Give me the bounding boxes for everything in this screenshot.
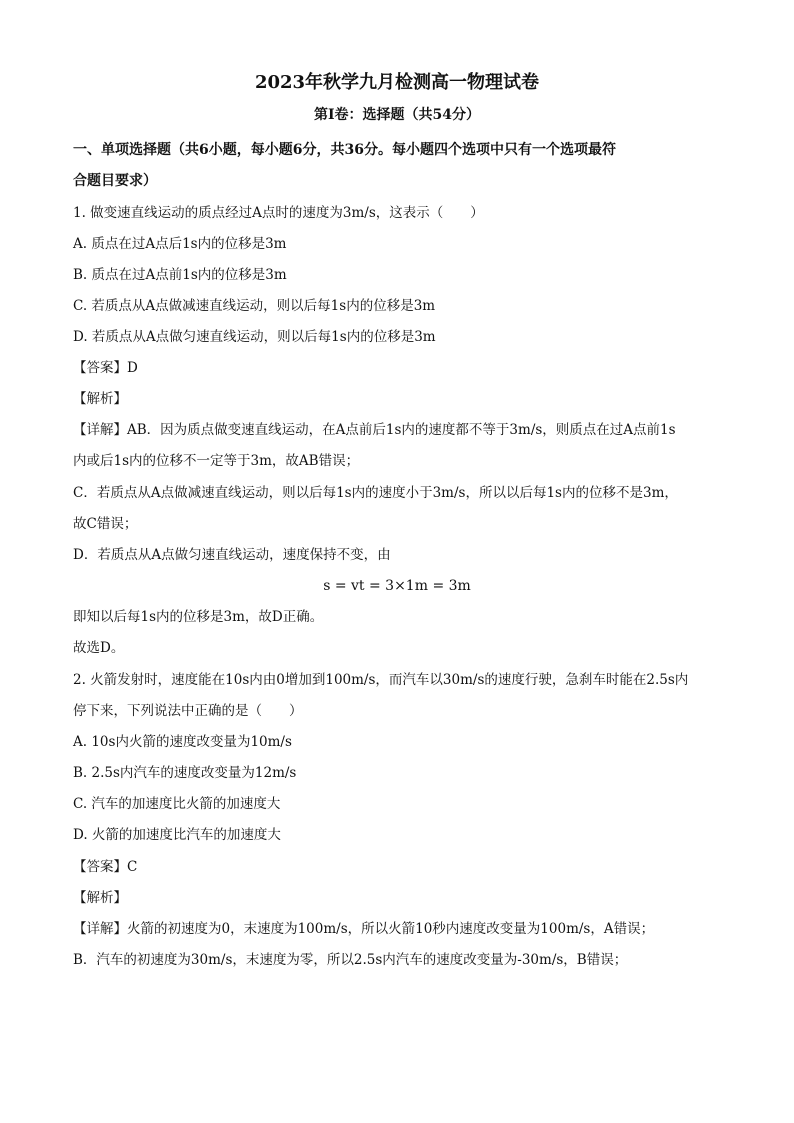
question-1-option-b: B. 质点在过A点前1s内的位移是3m [73,267,287,283]
question-2-option-b: B. 2.5s内汽车的速度改变量为12m/s [73,765,297,781]
question-1-option-d: D. 若质点从A点做匀速直线运动，则以后每1s内的位移是3m [73,329,436,345]
question-2-detail: 【详解】火箭的初速度为0，末速度为100m/s，所以火箭10秒内速度改变量为100m/s，A错误； [73,921,655,937]
question-2-detail: B．汽车的初速度为30m/s，末速度为零，所以2.5s内汽车的速度改变量为-30m/s，B错误； [73,952,628,968]
question-1-stem: 1. 做变速直线运动的质点经过A点时的速度为3m/s，这表示（ ） [73,205,484,221]
question-1-answer: 【答案】D [73,360,138,376]
question-1-option-a: A. 质点在过A点后1s内的位移是3m [73,236,287,252]
page-title: 2023年秋学九月检测高一物理试卷 [254,72,540,93]
question-2-stem: 2. 火箭发射时，速度能在10s内由0增加到100m/s，而汽车以30m/s的速度行驶，急刹车时能在2.5s内 [73,672,689,688]
question-2-answer: 【答案】C [73,859,138,875]
question-1-detail: C．若质点从A点做减速直线运动，则以后每1s内的速度小于3m/s，所以以后每1s内的位移不是3m， [73,485,678,501]
question-1-analysis-label: 【解析】 [73,391,127,407]
question-1-conclusion: 故选D。 [73,640,125,656]
section-heading-line-2: 合题目要求） [73,173,157,189]
question-1-option-c: C. 若质点从A点做减速直线运动，则以后每1s内的位移是3m [73,298,436,314]
question-2-option-a: A. 10s内火箭的速度改变量为10m/s [73,734,292,750]
question-1-detail: 故C错误； [73,516,138,532]
question-1-detail: 【详解】AB．因为质点做变速直线运动，在A点前后1s内的速度都不等于3m/s，则质点在过A点前1s [73,422,676,438]
question-2-stem: 停下来，下列说法中正确的是（ ） [73,703,303,719]
question-1-formula: s = vt = 3×1m = 3m [323,578,471,594]
section-subtitle: 第Ⅰ卷：选择题（共54分） [313,107,481,123]
question-2-option-d: D. 火箭的加速度比汽车的加速度大 [73,827,281,843]
question-2-option-c: C. 汽车的加速度比火箭的加速度大 [73,796,281,812]
question-1-detail: 即知以后每1s内的位移是3m，故D正确。 [73,609,324,625]
section-heading-line-1: 一、单项选择题（共6小题，每小题6分，共36分。每小题四个选项中只有一个选项最符 [73,142,616,158]
question-2-analysis-label: 【解析】 [73,890,127,906]
question-1-detail: 内或后1s内的位移不一定等于3m，故AB错误； [73,453,360,469]
question-1-detail: D．若质点从A点做匀速直线运动，速度保持不变，由 [73,547,391,563]
